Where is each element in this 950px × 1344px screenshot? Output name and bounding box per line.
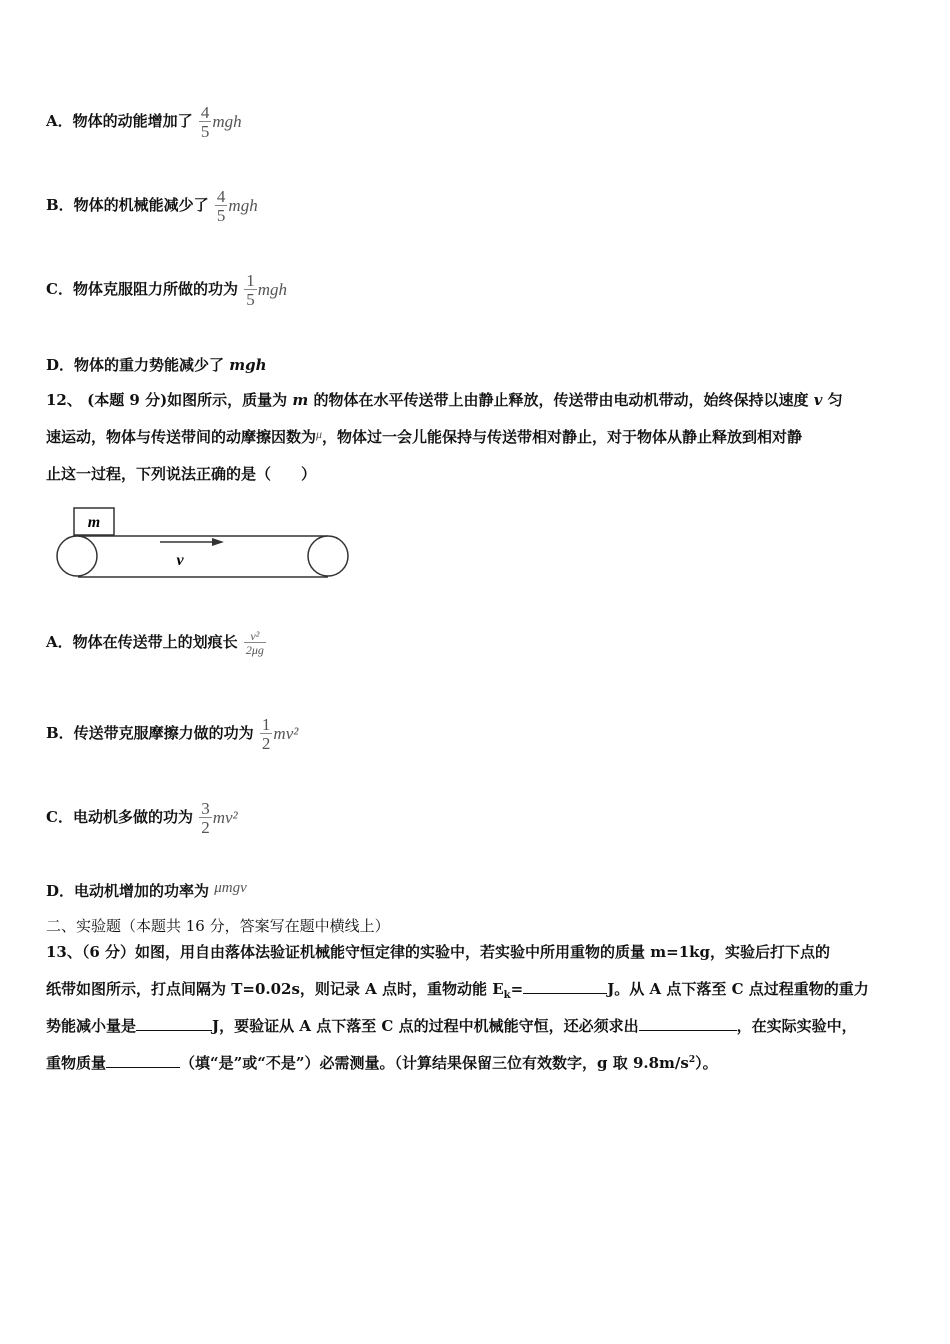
- numerator: 4: [216, 187, 226, 206]
- q11-option-a: [46, 104, 242, 140]
- q12-option-b: [46, 716, 298, 752]
- q13-line-3: [46, 1015, 857, 1036]
- velocity-arrowhead: [212, 538, 224, 546]
- q12-option-c: [46, 800, 238, 836]
- var-mu: μ: [316, 427, 323, 441]
- denominator: 5: [246, 290, 255, 309]
- text: ，在实际实验中，: [736, 1017, 857, 1035]
- option-label: B．传送带克服摩擦力做的功为: [46, 724, 254, 742]
- fraction: [244, 630, 266, 656]
- answer-blank-ek[interactable]: [523, 979, 607, 994]
- q13-line-2: [46, 978, 869, 1001]
- superscript: 2: [688, 1055, 696, 1065]
- q12-option-d: [46, 880, 247, 901]
- expression: mgh: [257, 280, 287, 299]
- answer-blank-mass[interactable]: [106, 1053, 180, 1068]
- q11-option-b: [46, 188, 258, 224]
- fraction: [244, 272, 257, 308]
- text: 势能减小量是: [46, 1017, 137, 1035]
- denominator: 5: [200, 122, 210, 141]
- answer-blank-quantity[interactable]: [639, 1016, 737, 1031]
- numerator: 1: [246, 271, 255, 290]
- q12-stem-line-1: [46, 389, 843, 410]
- numerator: 1: [261, 715, 271, 734]
- text: J。从 A 点下落至 C 点过程重物的重力: [607, 980, 869, 998]
- text: J，要验证从 A 点下落至 C 点的过程中机械能守恒，还必须求出: [212, 1017, 639, 1035]
- numerator: 3: [201, 799, 210, 818]
- q11-option-c: [46, 272, 287, 308]
- expression: mgh: [228, 196, 258, 215]
- q11-option-d: [46, 354, 267, 375]
- option-label: B．物体的机械能减少了: [46, 196, 209, 214]
- subscript: k: [503, 990, 511, 1001]
- text: ，物体过一会儿能保持与传送带相对静止，对于物体从静止释放到相对静: [322, 428, 803, 446]
- option-label: C．电动机多做的功为: [46, 808, 193, 826]
- text: 12、 (本题 9 分)如图所示，质量为: [46, 391, 293, 409]
- expression: mv²: [273, 724, 299, 743]
- fraction: [199, 800, 212, 836]
- option-label: A．物体的动能增加了: [46, 112, 193, 130]
- option-label: A．物体在传送带上的划痕长: [46, 633, 238, 651]
- numerator: v²: [250, 629, 260, 643]
- section-heading: [46, 915, 390, 936]
- expression: mgh: [229, 356, 267, 374]
- text: 重物质量: [46, 1054, 107, 1072]
- left-roller: [57, 536, 97, 576]
- option-label: D．电动机增加的功率为: [46, 882, 210, 900]
- var-m: m: [292, 391, 309, 409]
- option-label: D．物体的重力势能减少了: [46, 356, 225, 374]
- fraction: [199, 104, 212, 140]
- var-v: v: [813, 391, 823, 409]
- text: 二、实验题（本题共 16 分，答案写在题中横线上）: [46, 917, 390, 935]
- text: 纸带如图所示，打点间隔为 T=0.02s，则记录 A 点时，重物动能 E: [46, 980, 504, 998]
- right-roller: [308, 536, 348, 576]
- expression: μmgv: [214, 880, 247, 896]
- denominator: 5: [216, 206, 226, 225]
- numerator: 4: [200, 103, 210, 122]
- q13-line-1: [46, 941, 830, 962]
- expression: mv²: [212, 808, 238, 827]
- denominator: 2: [261, 734, 271, 753]
- text: 13、（6 分）如图，用自由落体法验证机械能守恒定律的实验中，若实验中所用重物的质量 m=1kg，实验后打下点的: [46, 943, 831, 961]
- answer-blank-ep[interactable]: [136, 1016, 212, 1031]
- denominator: 2: [201, 818, 210, 837]
- q12-stem-line-3: [46, 463, 316, 484]
- denominator: 2μg: [245, 643, 264, 657]
- text: 速运动，物体与传送带间的动摩擦因数为: [46, 428, 317, 446]
- q12-stem-line-2: [46, 426, 802, 447]
- block-label: m: [87, 514, 101, 531]
- text: ）。: [695, 1054, 718, 1072]
- text: 止这一过程，下列说法正确的是（ ）: [46, 465, 317, 483]
- option-label: C．物体克服阻力所做的功为: [46, 280, 238, 298]
- velocity-label: v: [176, 552, 184, 569]
- expression: mgh: [212, 112, 242, 131]
- fraction: [260, 716, 273, 752]
- fraction: [215, 188, 228, 224]
- text: =: [510, 980, 524, 998]
- q13-line-4: [46, 1052, 718, 1073]
- q12-option-a: [46, 630, 267, 656]
- text: 的物体在水平传送带上由静止释放，传送带由电动机带动，始终保持以速度: [308, 391, 814, 409]
- conveyor-belt-figure: [52, 505, 352, 583]
- text: （填“是”或“不是”）必需测量。（计算结果保留三位有效数字，g 取 9.8m/s: [180, 1054, 689, 1072]
- text: 匀: [822, 391, 843, 409]
